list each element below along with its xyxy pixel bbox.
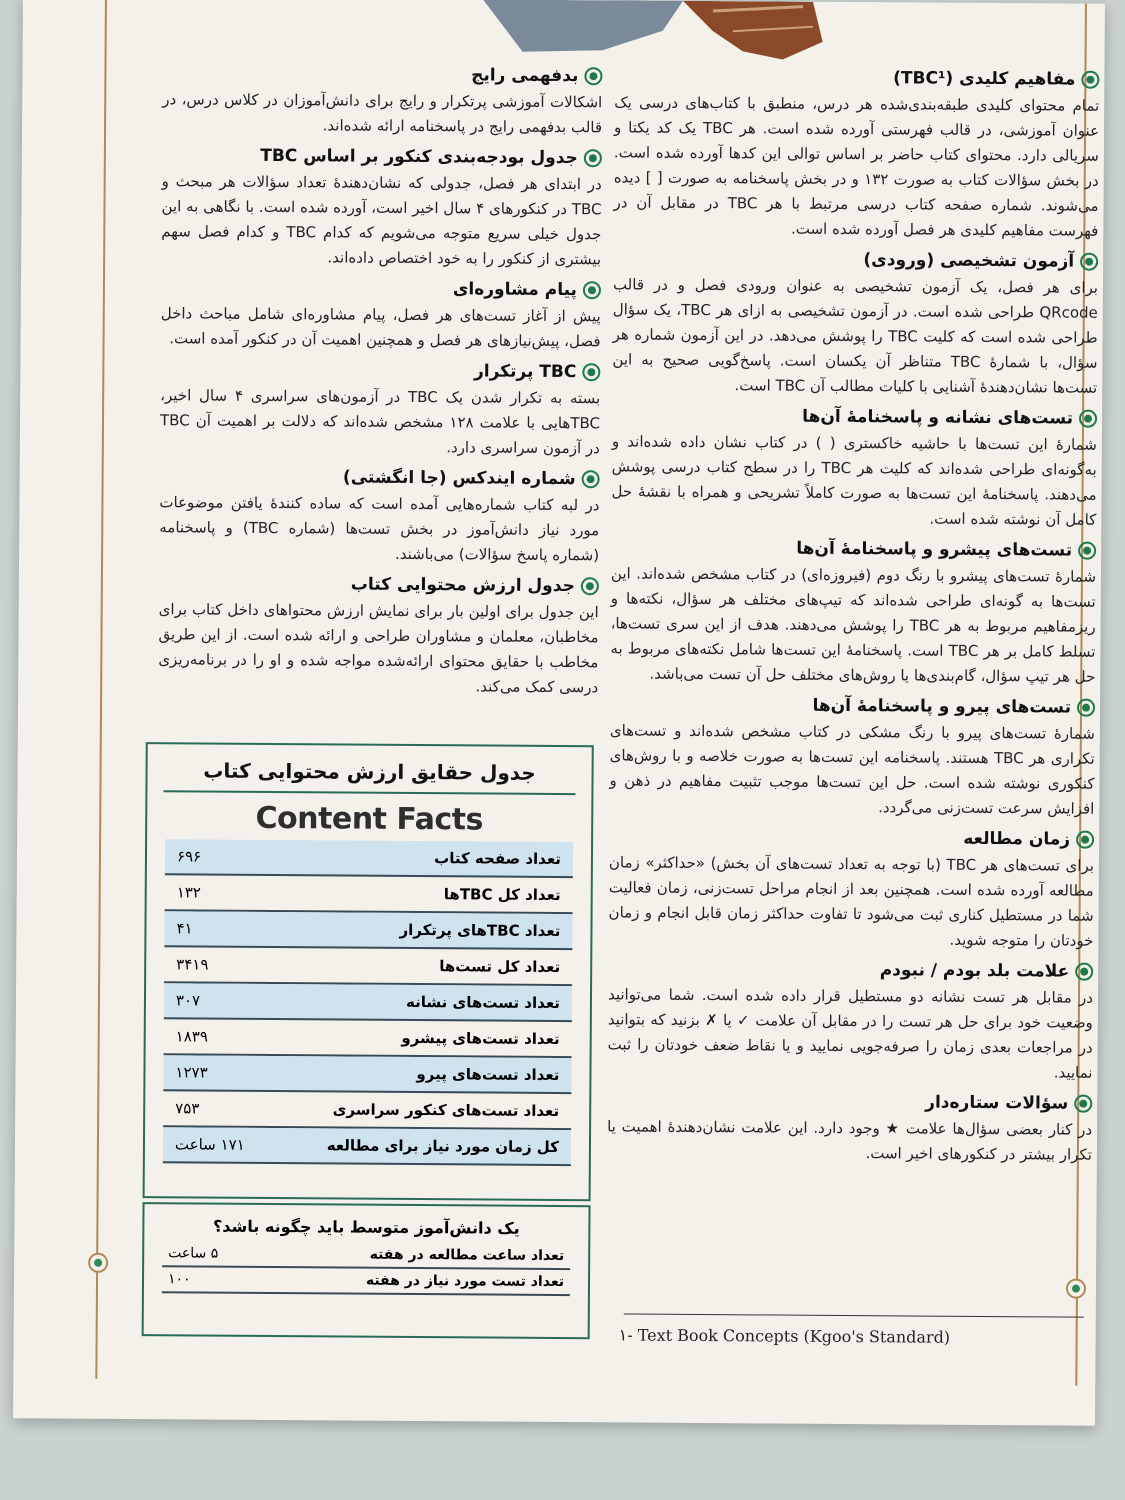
table-row bbox=[164, 911, 572, 950]
section-heading: زمان مطالعه bbox=[963, 828, 1071, 850]
section-leading-tests bbox=[610, 537, 1096, 689]
row-label: تعداد تست‌های نشانه bbox=[406, 992, 561, 1013]
section-text: این جدول برای اولین بار برای نمایش ارزش محتواهای داخل کتاب برای مخاطبان، معلمان و مشاوران طراحی و ارائه شده است. از این طریق مخاطب با حقایق محتوای ارائه‌شده مواجه شده و او را در برنامه‌ریزی درسی کمک می‌کند. bbox=[158, 600, 599, 697]
row-label: تعداد صفحه کتاب bbox=[434, 849, 562, 869]
row-label: کل زمان مورد نیاز برای مطالعه bbox=[326, 1136, 560, 1157]
row-label: تعداد TBCهای پرتکرار bbox=[399, 920, 561, 941]
row-label: تعداد تست‌های پیشرو bbox=[401, 1028, 560, 1049]
section-starred-questions bbox=[607, 1090, 1093, 1167]
row-label: تعداد ساعت مطالعه در هفته bbox=[369, 1246, 565, 1265]
bullet-icon bbox=[1077, 699, 1095, 717]
table-row bbox=[165, 875, 573, 914]
facts-title: جدول حقایق ارزش محتوایی کتاب bbox=[203, 758, 536, 785]
section-text: بسته به تکرار شدن یک TBC در آزمون‌های سراسری ۴ سال اخیر، TBCهایی با علامت ۱۲۸ مشخص شده‌اند که دلالت بر اهمیت آن TBC در آزمون سراسری دارد. bbox=[159, 386, 601, 458]
section-text: در ابتدای هر فصل، جدولی که نشان‌دهندهٔ تعداد سؤالات هر مبحث و TBC در کنکورهای ۴ سال اخیر است، آورده شده است. با نگاهی به این جدول خیلی سریع متوجه می‌شویم که کدام TBC و کدام فصل سهم بیشتری از کنکور را به خود اختصاص داده‌اند. bbox=[161, 172, 602, 269]
table-row bbox=[163, 1055, 571, 1094]
bullet-icon bbox=[584, 67, 602, 85]
section-text: برای تست‌های هر TBC (با توجه به تعداد تست‌های آن بخش) «حداکثر» زمان مطالعه آورده شده است. همچنین بعد از انجام مراحل تست‌زنی، زمان فعالیت شما در مستطیل کناری ثبت می‌شود تا تفاوت حداکثر زمان قابل انجام و زمان خودتان را متوجه شوید. bbox=[608, 853, 1094, 950]
row-label: تعداد تست‌های پیرو bbox=[416, 1065, 560, 1085]
section-text: شمارهٔ این تست‌ها با حاشیه خاکستری ( ) در کتاب نشان داده شده‌اند و به‌گونه‌ای طراحی شده‌اند که کلیت هر TBC را در سطح کتاب درسی پوشش می‌دهند. پاسخنامهٔ این تست‌ها به صورت کاملاً تشریحی و همراه با نقشهٔ حل کامل آن نوشته شده است. bbox=[611, 432, 1097, 529]
row-value: ۱۸۳۹ bbox=[175, 1027, 209, 1046]
section-text: شمارهٔ تست‌های پیشرو با رنگ دوم (فیروزه‌ای) در کتاب مشخص شده‌اند. این تست‌ها به گونه‌ای طراحی شده‌اند که تیپ‌های مختلف هر سؤال، نکته‌ها و ریزمفاهیم مربوط به هر TBC را پوشش می‌دهند. هدف از این سری تست‌ها، تسلط کامل بر هر TBC است. پاسخنامهٔ این تست‌ها شامل نکته‌های مربوط به حل هر تیپ سؤال، گام‌بندی‌ها یا روش‌های مختلف حل آن تست می‌باشد. bbox=[610, 564, 1097, 686]
bullet-icon bbox=[1078, 542, 1096, 560]
bullet-icon bbox=[1081, 71, 1099, 89]
section-heading: علامت بلد بودم / نبودم bbox=[879, 960, 1070, 982]
section-heading: جدول بودجه‌بندی کنکور بر اساس TBC bbox=[260, 145, 578, 169]
footnote: ۱- Text Book Concepts (Kgoo's Standard) bbox=[618, 1325, 951, 1347]
bullet-icon bbox=[582, 470, 600, 488]
section-text: اشکالات آموزشی پرتکرار و رایج برای دانش‌آموزان در کلاس درس، در قالب بدفهمی رایج در پاسخنامه ارائه شده‌اند. bbox=[162, 90, 603, 137]
section-knew-mark bbox=[607, 958, 1093, 1085]
row-label: تعداد تست مورد نیاز در هفته bbox=[365, 1272, 565, 1291]
row-value: ۱۰۰ bbox=[167, 1271, 191, 1288]
bullet-icon bbox=[1080, 253, 1098, 271]
section-heading: سؤالات ستاره‌دار bbox=[925, 1092, 1069, 1114]
bullet-icon bbox=[582, 363, 600, 381]
section-advice-message bbox=[161, 277, 602, 354]
bullet-icon bbox=[584, 149, 602, 167]
row-label: تعداد تست‌های کنکور سراسری bbox=[332, 1100, 560, 1121]
row-label: تعداد کل TBCها bbox=[443, 885, 561, 905]
section-budget-table bbox=[161, 145, 602, 272]
section-frequent-tbc bbox=[160, 359, 601, 461]
section-index-number bbox=[159, 466, 600, 568]
row-value: ۳۰۷ bbox=[175, 991, 201, 1010]
table-row bbox=[164, 983, 572, 1022]
section-marker-tests bbox=[611, 405, 1097, 532]
frame-dot-right bbox=[1066, 1279, 1086, 1299]
section-heading: جدول ارزش محتوایی کتاب bbox=[350, 574, 575, 597]
row-value: ۱۷۱ ساعت bbox=[174, 1135, 245, 1154]
top-illustration bbox=[483, 0, 843, 62]
left-column bbox=[158, 55, 602, 704]
facts-table bbox=[163, 839, 573, 1166]
student-box-title: یک دانش‌آموز متوسط باید چگونه باشد؟ bbox=[213, 1216, 520, 1238]
section-heading: بدفهمی رایج bbox=[471, 65, 579, 87]
bullet-icon bbox=[1075, 963, 1093, 981]
section-heading: تست‌های نشانه و پاسخنامهٔ آن‌ها bbox=[802, 406, 1074, 429]
section-heading: TBC پرتکرار bbox=[473, 361, 577, 383]
section-misconception bbox=[162, 63, 603, 140]
bullet-icon bbox=[1079, 410, 1097, 428]
bullet-icon bbox=[581, 577, 599, 595]
table-row bbox=[164, 947, 572, 986]
average-student-box bbox=[142, 1202, 591, 1339]
row-value: ۶۹۶ bbox=[176, 847, 202, 866]
row-label: تعداد کل تست‌ها bbox=[439, 957, 561, 977]
section-follower-tests bbox=[609, 694, 1095, 821]
section-heading: آزمون تشخیصی (ورودی) bbox=[863, 250, 1075, 272]
frame-dot-left bbox=[88, 1253, 108, 1273]
section-heading: شماره ایندکس (جا انگشتی) bbox=[342, 467, 576, 490]
section-text: در لبه کتاب شماره‌هایی آمده است که ساده کنندهٔ یافتن موضوعات مورد نیاز دانش‌آموز در بخش تست‌ها (شماره TBC) و پاسخنامه (شماره پاسخ سؤالات) می‌باشند. bbox=[159, 493, 600, 565]
facts-subtitle: Content Facts bbox=[255, 800, 484, 838]
row-value: ۵ ساعت bbox=[168, 1245, 219, 1262]
table-row bbox=[165, 839, 573, 878]
row-value: ۷۵۳ bbox=[175, 1099, 200, 1118]
section-content-value-table bbox=[158, 573, 599, 700]
section-heading: مفاهیم کلیدی (TBC¹) bbox=[893, 68, 1076, 90]
table-row bbox=[163, 1091, 571, 1130]
section-text: شمارهٔ تست‌های پیرو با رنگ مشکی در کتاب مشخص شده‌اند و تست‌های تکراری هر TBC هستند. پاسخنامه این تست‌ها به صورت خلاصه و با روش‌های کنکوری نوشته شده است. حل این تست‌ها موجب تثبیت مفاهیم در ذهن و افزایش سرعت تست‌زنی می‌گردد. bbox=[609, 721, 1095, 818]
footnote-divider bbox=[624, 1313, 1084, 1317]
section-text: تمام محتوای کلیدی طبقه‌بندی‌شده هر درس، منطبق با کتاب‌های درسی یک عنوان آموزشی، در قالب فهرستی آورده شده است. هر TBC یک کد یکتا و سریالی دارد. محتوای کتاب حاضر بر اساس توالی این کدها آورده شده است. در بخش سؤالات کتاب به صورت ۱۳۲ و در بخش پاسخنامه به صورت [ ] دیده می‌شوند. شماره صفحه کتاب درسی مرتبط با هر TBC در مقابل آن در فهرست مفاهیم کلیدی هر فصل آورده شده است. bbox=[613, 93, 1100, 240]
section-heading: تست‌های پیرو و پاسخنامهٔ آن‌ها bbox=[812, 695, 1072, 718]
section-text: در مقابل هر تست نشانه دو مستطیل قرار داده شده است. شما می‌توانید وضعیت خود برای حل هر تست را در مقابل آن علامت ✓ یا ✗ بزنید که بتوانید در مراجعات بعدی زمان را صرفه‌جویی نمایید و یا نقاط ضعف خودتان را ثبت نمایید. bbox=[607, 985, 1094, 1082]
row-value: ۱۲۷۳ bbox=[175, 1063, 208, 1082]
frame-line-left bbox=[95, 0, 107, 1379]
bullet-icon bbox=[1076, 831, 1094, 849]
bullet-icon bbox=[583, 281, 601, 299]
row-value: ۳۴۱۹ bbox=[176, 955, 209, 974]
section-heading: تست‌های پیشرو و پاسخنامهٔ آن‌ها bbox=[796, 538, 1073, 561]
section-study-time bbox=[608, 826, 1094, 953]
section-text: پیش از آغاز تست‌های هر فصل، پیام مشاوره‌ای شامل مباحث داخل فصل، پیش‌نیازهای هر فصل و همچنین اهمیت آن در کنکور آمده است. bbox=[160, 304, 601, 351]
section-text: برای هر فصل، یک آزمون تشخیصی به عنوان ورودی فصل و در قالب QRcode طراحی شده است. در آزمون تشخیصی به ازای هر TBC، یک سؤال طراحی شده است که کلیت TBC را پوشش می‌دهد. در این آزمون شماره هر سؤال، با شمارهٔ TBC متناظر آن یکسان است. پاسخ‌گویی صحیح به این تست‌ها نشان‌دهندهٔ آشنایی با کلیات مطالب آن TBC است. bbox=[612, 275, 1099, 397]
right-column bbox=[607, 58, 1100, 1171]
table-row bbox=[162, 1241, 570, 1270]
section-diagnostic-test bbox=[612, 248, 1098, 400]
table-row bbox=[164, 1019, 572, 1058]
section-key-concepts bbox=[613, 66, 1099, 243]
facts-divider bbox=[163, 790, 575, 795]
table-row bbox=[163, 1127, 571, 1166]
table-row bbox=[162, 1267, 570, 1296]
section-text: در کنار بعضی سؤال‌ها علامت ★ وجود دارد. این علامت نشان‌دهندهٔ اهمیت یا تکرار بیشتر در کنکورهای اخیر است. bbox=[607, 1117, 1093, 1164]
row-value: ۴۱ bbox=[176, 919, 193, 938]
bullet-icon bbox=[1074, 1095, 1092, 1113]
book-page bbox=[13, 0, 1105, 1426]
section-heading: پیام مشاوره‌ای bbox=[452, 279, 578, 301]
content-facts-box bbox=[143, 742, 594, 1201]
row-value: ۱۳۲ bbox=[176, 883, 201, 902]
